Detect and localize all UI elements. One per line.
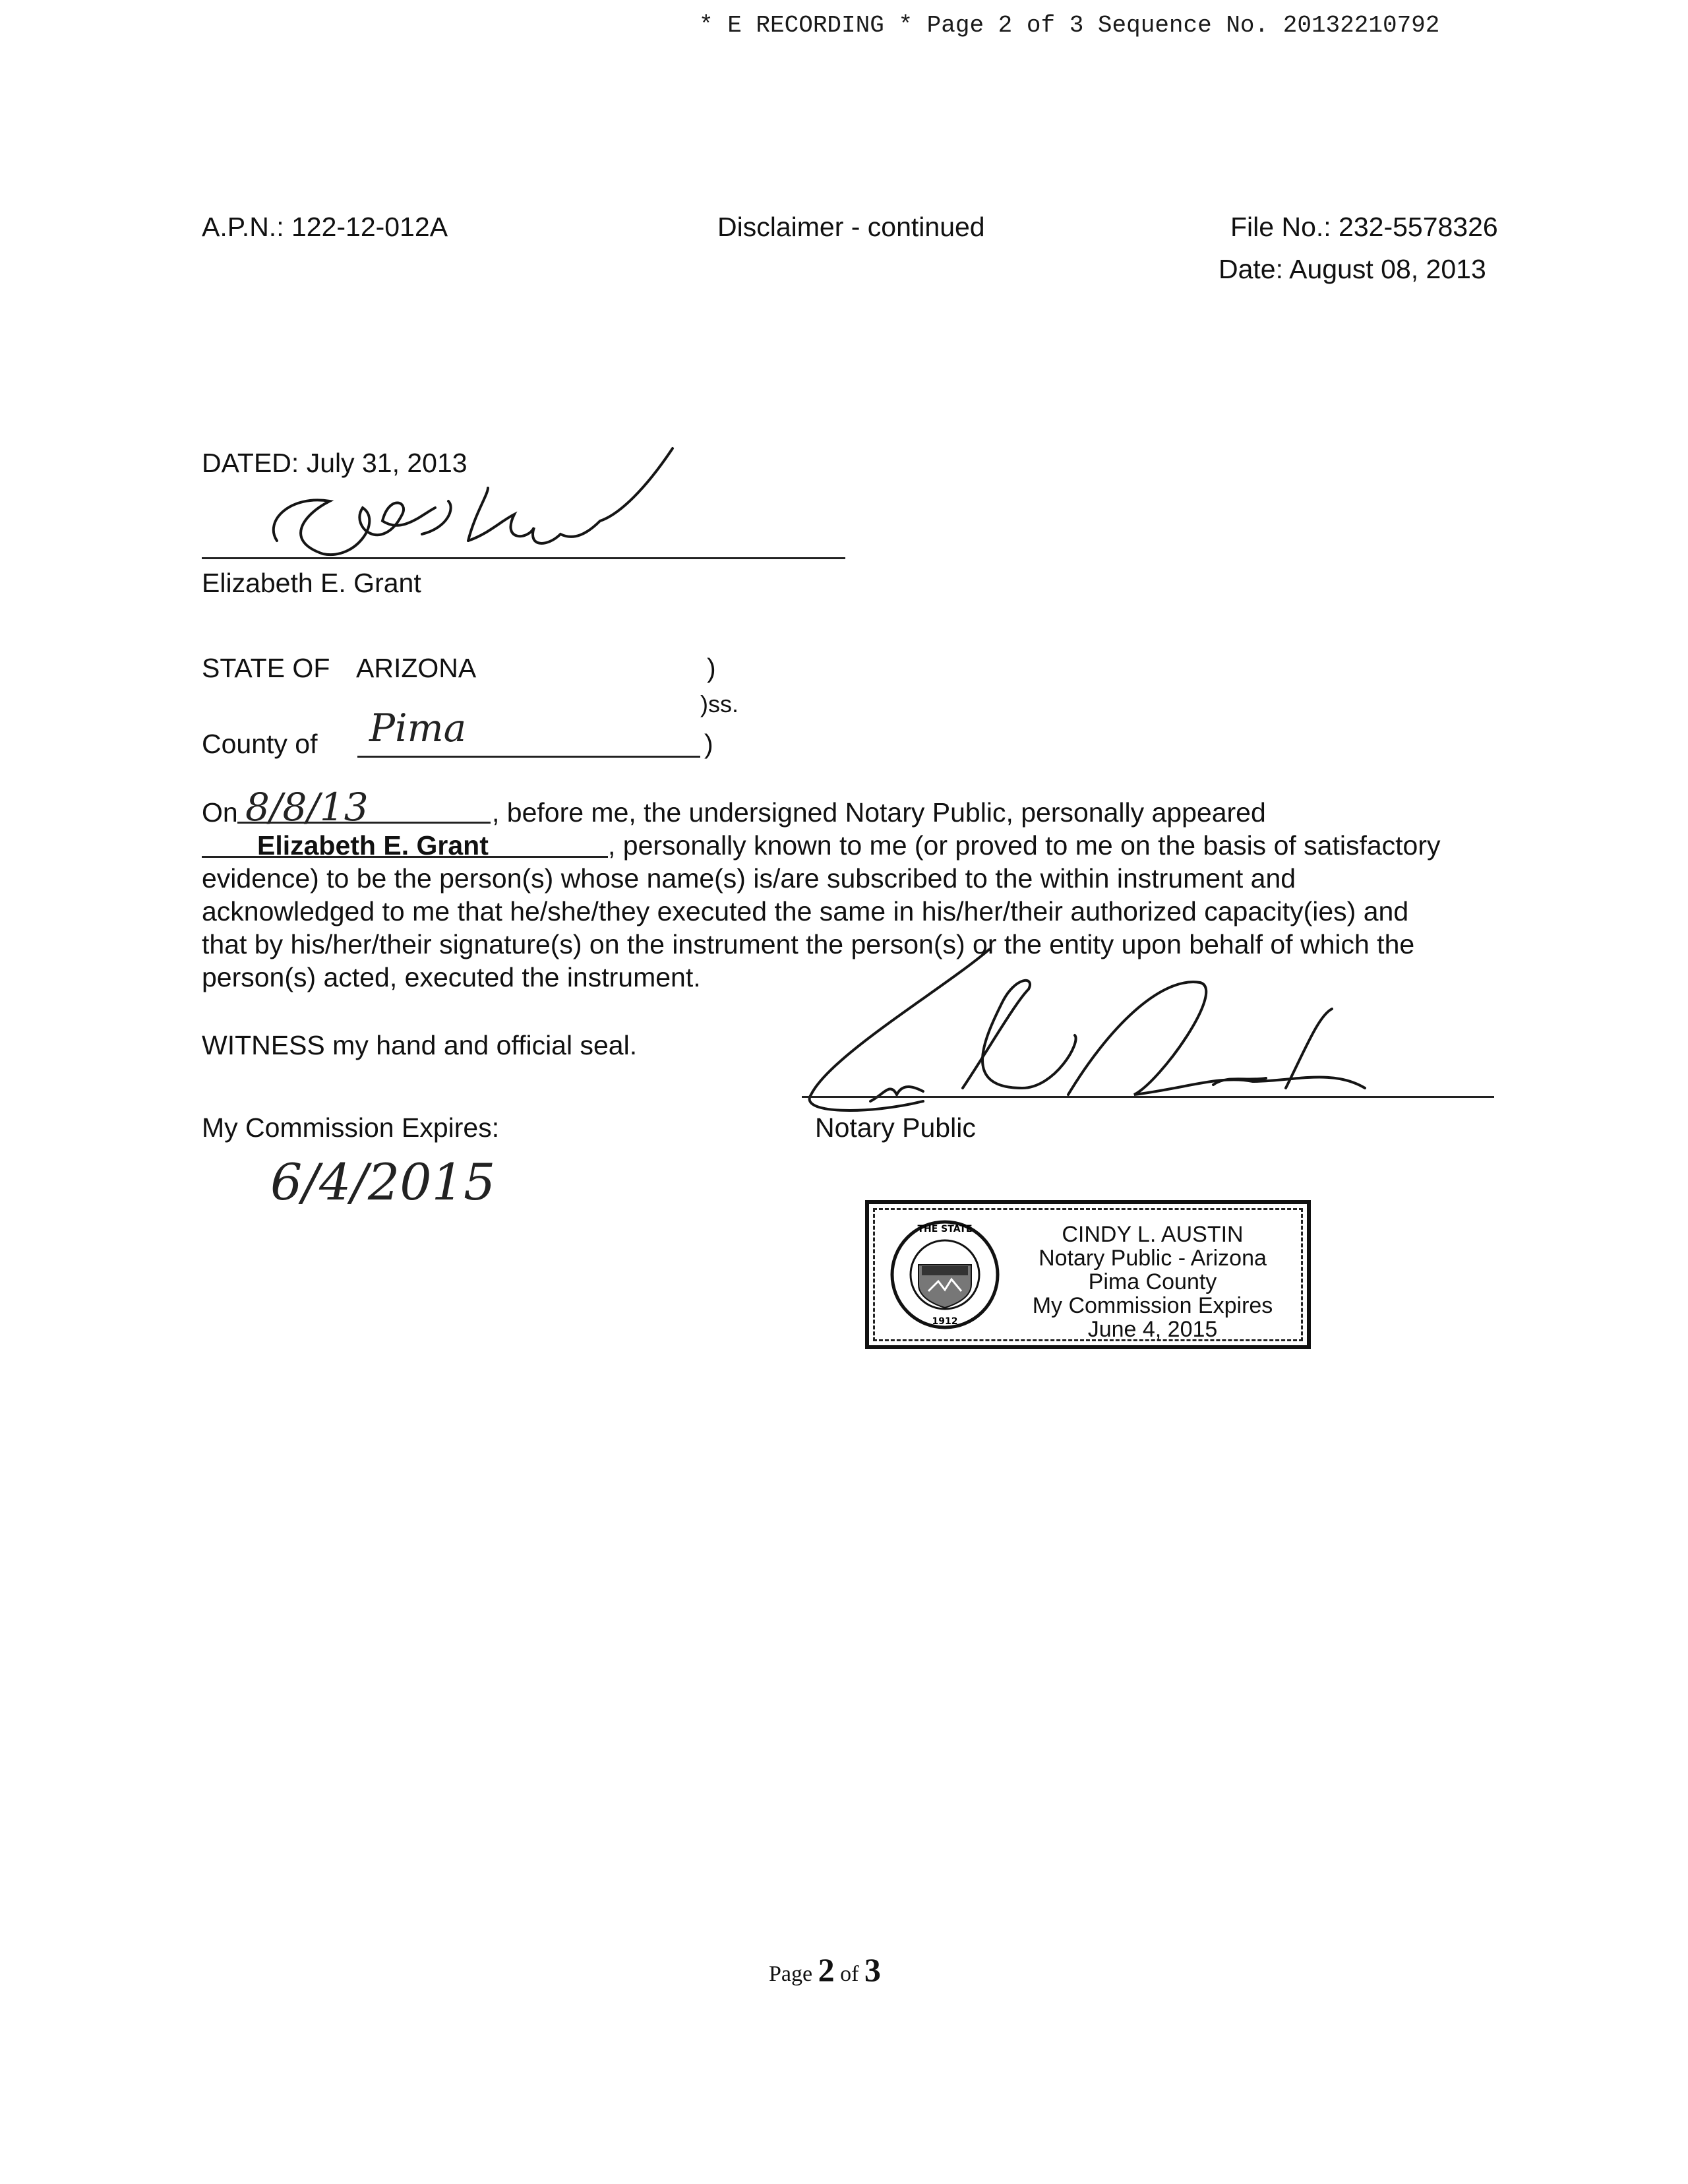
state-seal-icon (889, 1219, 1001, 1331)
venue-paren-1: ) (707, 653, 716, 683)
ack-name-line (202, 856, 608, 858)
venue-paren-2: ) (704, 729, 713, 759)
footer-page-word: Page (769, 1962, 813, 1986)
stamp-expires-date: June 4, 2015 (1087, 1317, 1218, 1342)
recording-header: * E RECORDING * Page 2 of 3 Sequence No. 20132210792 (699, 12, 1440, 39)
ack-line-6: person(s) acted, executed the instrument. (202, 962, 701, 992)
stamp-expires-label: My Commission Expires (1032, 1293, 1273, 1318)
ack-on-label: On (202, 797, 238, 828)
commission-handwritten: 6/4/2015 (270, 1153, 496, 1211)
ack-line-3: evidence) to be the person(s) whose name(s) is/are subscribed to the within instrument and (202, 863, 1296, 894)
notary-signature (791, 950, 1385, 1121)
county-line (357, 756, 700, 758)
ack-line-5: that by his/her/their signature(s) on the instrument the person(s) or the entity upon behalf of which the (202, 929, 1415, 959)
notary-signature-line (802, 1096, 1494, 1098)
notary-stamp (865, 1200, 1311, 1349)
ack-appeared-name: Elizabeth E. Grant (257, 830, 489, 861)
footer-page-num: 2 (818, 1951, 835, 1988)
apn-label: A.P.N.: 122-12-012A (202, 212, 448, 242)
footer-total: 3 (864, 1951, 881, 1988)
ack-date-handwritten: 8/8/13 (245, 785, 369, 830)
stamp-notary-name: CINDY L. AUSTIN (1062, 1222, 1244, 1247)
ack-line-1: , before me, the undersigned Notary Public, personally appeared (492, 797, 1266, 828)
file-number: File No.: 232-5578326 (1230, 212, 1498, 242)
county-label: County of (202, 729, 318, 759)
state-label: STATE OF (202, 653, 330, 683)
notary-label: Notary Public (815, 1112, 976, 1143)
ack-line-2: , personally known to me (or proved to me on the basis of satisfactory (608, 830, 1441, 861)
county-handwritten: Pima (369, 706, 467, 750)
footer-of-word: of (840, 1962, 859, 1986)
ack-line-4: acknowledged to me that he/she/they executed the same in his/her/their authorized capacity(ies) and (202, 896, 1409, 926)
disclaimer-label: Disclaimer - continued (717, 212, 985, 242)
grantor-signature (251, 442, 844, 574)
stamp-county: Pima County (1088, 1269, 1217, 1294)
commission-label: My Commission Expires: (202, 1112, 500, 1143)
dated-line: DATED: July 31, 2013 (202, 448, 467, 478)
stamp-notary-title: Notary Public - Arizona (1039, 1246, 1267, 1271)
svg-text:THE STATE: THE STATE (917, 1224, 973, 1234)
grantor-name: Elizabeth E. Grant (202, 568, 421, 598)
state-value: ARIZONA (356, 653, 477, 683)
page-footer (769, 1951, 881, 1989)
witness-text: WITNESS my hand and official seal. (202, 1030, 638, 1060)
venue-ss: )ss. (700, 690, 738, 717)
grantor-signature-line (202, 557, 845, 559)
svg-text:1912: 1912 (932, 1316, 958, 1327)
header-date: Date: August 08, 2013 (1219, 254, 1486, 284)
ack-date-line (237, 822, 491, 824)
